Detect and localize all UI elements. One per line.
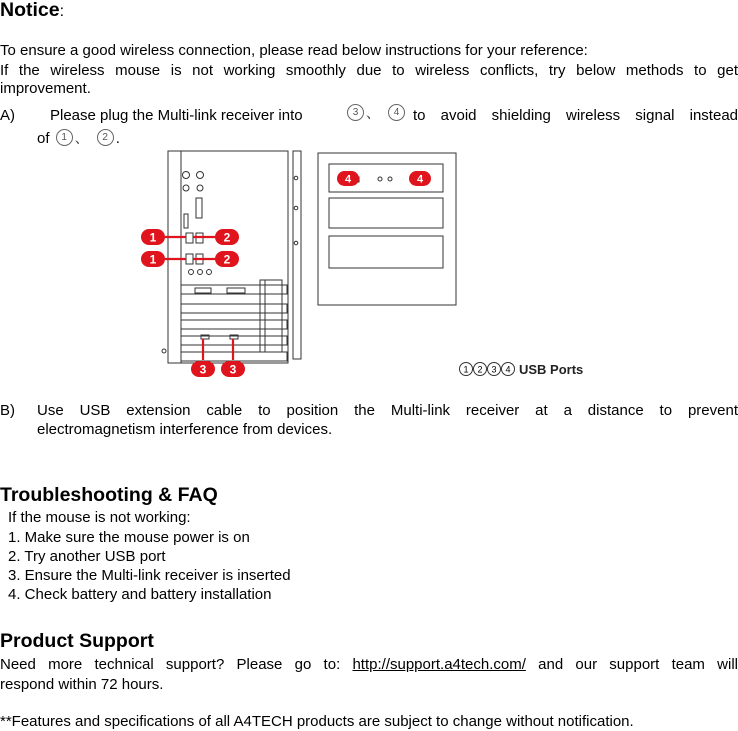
footer-note: **Features and specifications of all A4TECH products are subject to change without notification. xyxy=(0,713,634,730)
support-title: Product Support xyxy=(0,630,154,652)
badge-port-1-label: 1 xyxy=(149,230,157,245)
separator: 、 xyxy=(74,130,89,146)
badge-port-3-label: 3 xyxy=(199,362,207,377)
troubleshooting-title: Troubleshooting & FAQ xyxy=(0,484,218,506)
notice-line-a: If the wireless mouse is not working smoothly due to wireless conflicts, try below methods to get xyxy=(0,62,738,79)
legend-num-4: 4 xyxy=(505,364,511,375)
port-2-icon: 2 xyxy=(97,129,114,146)
badge-port-1b-label: 1 xyxy=(149,252,157,267)
legend-num-1: 1 xyxy=(463,364,469,375)
item-a-letter: A) xyxy=(0,107,15,124)
separator: 、 xyxy=(366,105,380,121)
badge-port-4b-label: 4 xyxy=(416,173,424,186)
item-a-line-2 xyxy=(37,129,120,148)
badge-port-2-label: 2 xyxy=(223,230,231,245)
troubleshooting-item: 1. Make sure the mouse power is on xyxy=(8,529,250,546)
support-line-1 xyxy=(0,655,738,674)
port-3-icon: 3 xyxy=(347,104,364,121)
item-a-text-3: of xyxy=(37,130,50,147)
usb-port-badges xyxy=(141,171,431,377)
troubleshooting-subtitle: If the mouse is not working: xyxy=(8,509,191,526)
item-b-line-1: Use USB extension cable to position the Multi-link receiver at a distance to prevent xyxy=(37,402,738,419)
support-text-2: and our support team will xyxy=(538,656,738,673)
support-link[interactable]: http://support.a4tech.com/ xyxy=(352,656,526,673)
item-a-port-refs xyxy=(345,104,407,123)
support-text-1: Need more technical support? Please go to: xyxy=(0,656,341,673)
usb-ports-legend xyxy=(460,362,584,377)
troubleshooting-item: 4. Check battery and battery installation xyxy=(8,586,272,603)
item-b-line-2: electromagnetism interference from devices. xyxy=(37,421,333,438)
notice-line-b: improvement. xyxy=(0,80,91,97)
legend-num-2: 2 xyxy=(477,364,483,375)
pc-usb-diagram xyxy=(135,148,605,383)
badge-port-3b-label: 3 xyxy=(229,362,237,377)
badge-port-4-label: 4 xyxy=(344,173,352,186)
notice-heading xyxy=(0,0,64,24)
item-a-text-1: Please plug the Multi-link receiver into xyxy=(50,107,303,124)
notice-title: Notice xyxy=(0,0,60,21)
notice-intro: To ensure a good wireless connection, please read below instructions for your reference: xyxy=(0,42,588,59)
item-a-end: . xyxy=(115,130,120,147)
item-a-text-2: to avoid shielding wireless signal instead xyxy=(413,107,738,124)
port-4-icon: 4 xyxy=(388,104,405,121)
legend-num-3: 3 xyxy=(491,364,497,375)
item-a-line-1 xyxy=(37,104,738,126)
legend-label: USB Ports xyxy=(519,362,584,377)
support-text-3: respond within 72 hours. xyxy=(0,676,164,693)
notice-colon: : xyxy=(59,3,65,20)
troubleshooting-item: 2. Try another USB port xyxy=(8,548,166,565)
port-1-icon: 1 xyxy=(56,129,73,146)
troubleshooting-item: 3. Ensure the Multi-link receiver is inserted xyxy=(8,567,291,584)
item-b-letter: B) xyxy=(0,402,15,419)
badge-port-2b-label: 2 xyxy=(223,252,231,267)
